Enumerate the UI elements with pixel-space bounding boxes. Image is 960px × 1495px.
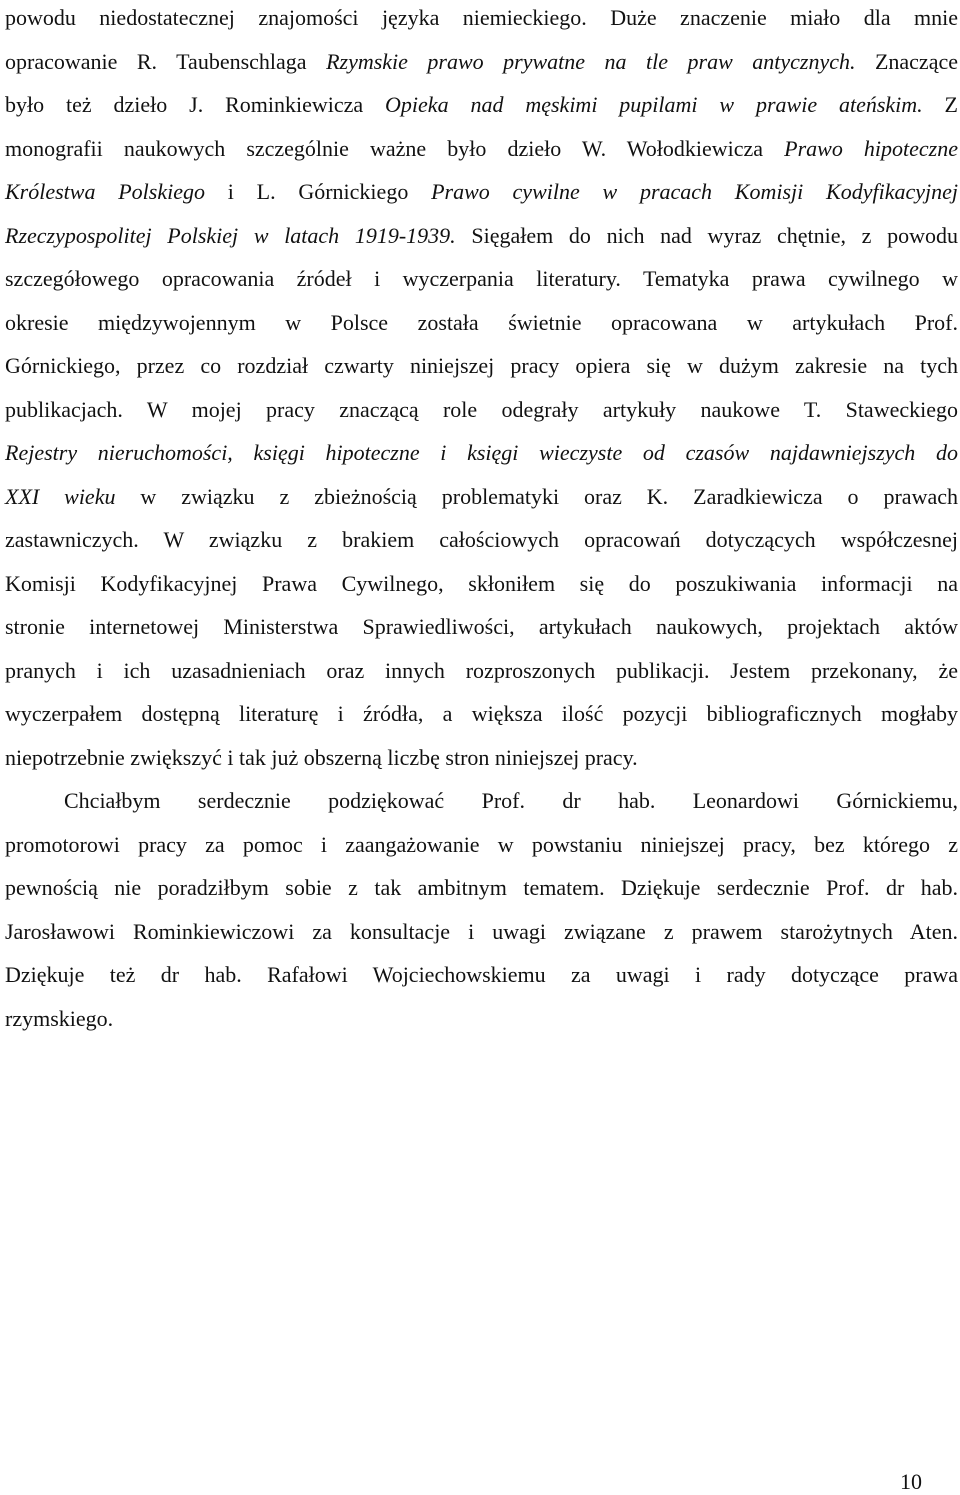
text-segment: monografii naukowych szczególnie ważne było dzieło W. Wołodkiewicza bbox=[5, 135, 785, 161]
text-line bbox=[5, 917, 958, 953]
text-segment: wyczerpałem dostępną literaturę i źródła, a większa ilość pozycji bibliograficznych mogłaby bbox=[5, 701, 958, 726]
text-line bbox=[5, 482, 958, 518]
text-segment: zastawniczych. W związku z brakiem całościowych opracowań dotyczących współczesnej bbox=[5, 527, 958, 552]
italic-title-text: Prawo hipoteczne bbox=[784, 135, 958, 161]
page-number: 10 bbox=[900, 1469, 922, 1494]
text-line bbox=[5, 134, 958, 170]
italic-title-text: Opieka nad męskimi pupilami w prawie ateńskim. bbox=[385, 92, 923, 117]
text-line bbox=[5, 699, 958, 735]
italic-title-text: Rzeczypospolitej Polskiej w latach 1919-1939. bbox=[5, 222, 456, 248]
text-segment: pranych i ich uzasadnieniach oraz innych rozproszonych publikacji. Jestem przekonany, że bbox=[5, 657, 958, 683]
text-line bbox=[5, 351, 958, 387]
text-segment: było też dzieło J. Rominkiewicza bbox=[5, 92, 386, 117]
text-line bbox=[5, 47, 958, 83]
text-segment: rzymskiego. bbox=[5, 1005, 114, 1031]
text-segment: pewnością nie poradziłbym sobie z tak ambitnym tematem. Dziękuje serdecznie Prof. dr hab. bbox=[5, 875, 958, 900]
text-segment: Komisji Kodyfikacyjnej Prawa Cywilnego, skłoniłem się do poszukiwania informacji na bbox=[5, 570, 958, 596]
italic-title-text: Królestwa Polskiego bbox=[5, 179, 205, 204]
text-segment: Górnickiego, przez co rozdział czwarty niniejszej pracy opiera się w dużym zakresie na tych bbox=[5, 353, 958, 378]
text-segment: promotorowi pracy za pomoc i zaangażowanie w powstaniu niniejszej pracy, bez którego z bbox=[5, 831, 958, 857]
italic-title-text: Rzymskie prawo prywatne na tle praw antycznych. bbox=[326, 48, 856, 74]
italic-title-text: XXI wieku bbox=[5, 483, 116, 509]
text-line bbox=[64, 786, 958, 822]
italic-title-text: Prawo cywilne w pracach Komisji Kodyfikacyjnej bbox=[431, 179, 958, 204]
text-segment: okresie międzywojennym w Polsce została świetnie opracowana w artykułach Prof. bbox=[5, 309, 958, 335]
text-line bbox=[5, 90, 958, 126]
text-line bbox=[5, 3, 958, 39]
italic-title-text: Rejestry nieruchomości, księgi hipoteczne i księgi wieczyste od czasów najdawniejszych do bbox=[5, 440, 958, 465]
text-segment: powodu niedostatecznej znajomości języka niemieckiego. Duże znaczenie miało dla mnie bbox=[5, 5, 958, 30]
text-segment: Sięgałem do nich nad wyraz chętnie, z powodu bbox=[455, 222, 958, 248]
text-line bbox=[5, 438, 958, 474]
text-segment: stronie internetowej Ministerstwa Sprawiedliwości, artykułach naukowych, projektach aktów bbox=[5, 614, 958, 639]
text-segment: Jarosławowi Rominkiewiczowi za konsultacje i uwagi związane z prawem starożytnych Aten. bbox=[5, 918, 958, 944]
text-segment: szczegółowego opracowania źródeł i wyczerpania literatury. Tematyka prawa cywilnego w bbox=[5, 266, 958, 291]
text-segment: publikacjach. W mojej pracy znaczącą role odegrały artykuły naukowe T. Staweckiego bbox=[5, 396, 958, 422]
text-line bbox=[5, 656, 958, 692]
text-segment: w związku z zbieżnością problematyki oraz K. Zaradkiewicza o prawach bbox=[115, 483, 958, 509]
text-segment: niepotrzebnie zwiększyć i tak już obszerną liczbę stron niniejszej pracy. bbox=[5, 744, 638, 770]
text-segment: Dziękuje też dr hab. Rafałowi Wojciechowskiemu za uwagi i rady dotyczące prawa bbox=[5, 962, 958, 987]
text-segment: i L. Górnickiego bbox=[204, 179, 432, 204]
text-line bbox=[5, 177, 958, 213]
text-line bbox=[5, 264, 958, 300]
text-segment: opracowanie R. Taubenschlaga bbox=[5, 48, 327, 74]
text-line bbox=[5, 569, 958, 605]
text-line bbox=[5, 612, 958, 648]
text-line bbox=[5, 743, 958, 779]
text-line bbox=[5, 308, 958, 344]
text-line bbox=[5, 1004, 958, 1040]
text-segment: Chciałbym serdecznie podziękować Prof. dr hab. Leonardowi Górnickiemu, bbox=[64, 788, 958, 813]
text-line bbox=[5, 873, 958, 909]
text-line bbox=[5, 395, 958, 431]
text-line bbox=[5, 830, 958, 866]
text-segment: Znaczące bbox=[855, 48, 958, 74]
text-line bbox=[5, 221, 958, 257]
text-line bbox=[5, 960, 958, 996]
text-line bbox=[5, 525, 958, 561]
text-segment: Z bbox=[922, 92, 958, 117]
